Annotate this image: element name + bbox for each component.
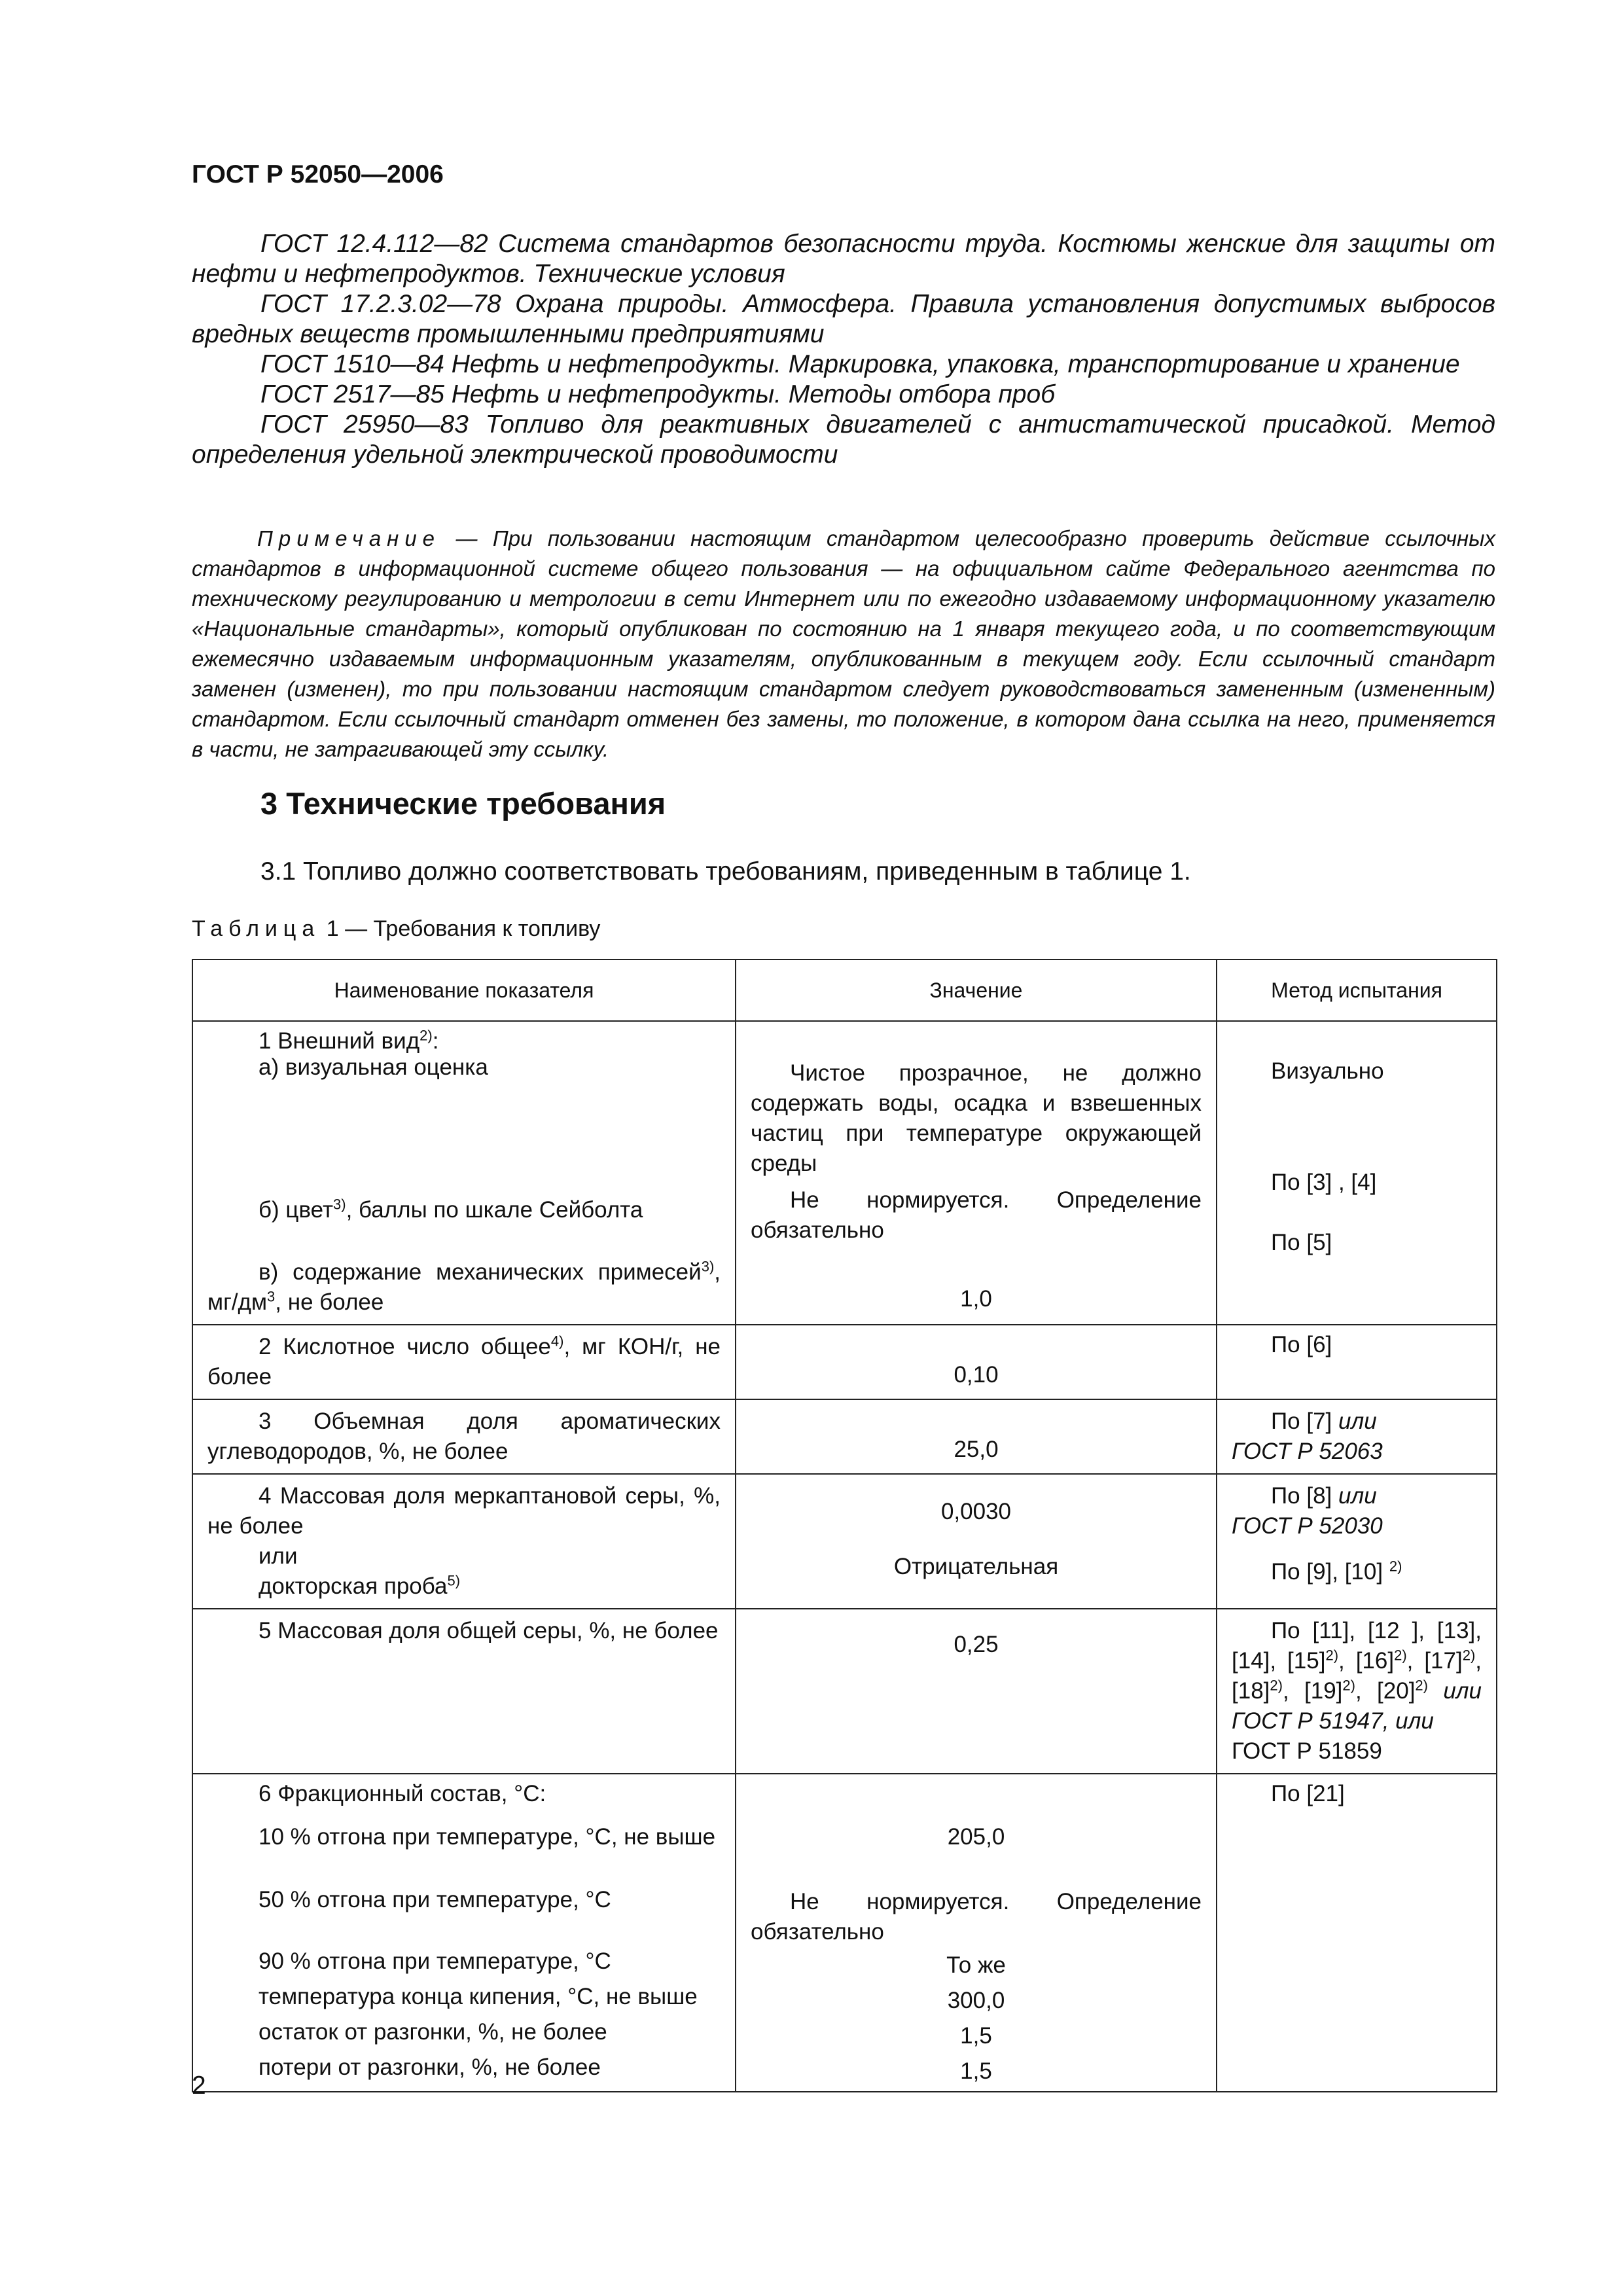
table-caption — [192, 916, 600, 942]
method-cell: По [11], [12 ], [13], [14], $[15]^{2)}$, $[16]^{2)}$, $[17]^{2)}$, $[18]^{2)}$, $[19]^{2)}$, $[20]^{2)}$ или ГОСТ Р 51947, или ГОСТ Р 51859 — [1217, 1609, 1497, 1774]
reference-item: ГОСТ 17.2.3.02—78 Охрана природы. Атмосфера. Правила установления допустимых выбросов вредных веществ промышленными предприятиями — [192, 290, 1495, 348]
reference-item: ГОСТ 25950—83 Топливо для реактивных двигателей с антистатической присадкой. Метод определения удельной электрической проводимости — [192, 410, 1495, 469]
method-cell: Визуально По [3] , [4] По [5] — [1217, 1021, 1497, 1325]
document-header: ГОСТ Р 52050—2006 — [192, 160, 444, 188]
parameter-cell: 5 Массовая доля общей серы, %, не более — [192, 1609, 736, 1774]
table-row — [192, 1399, 1497, 1474]
requirements-table — [192, 959, 1497, 2092]
column-header: Метод испытания — [1217, 960, 1497, 1021]
note-label: Примечание — [257, 526, 441, 550]
parameter-cell: 6 Фракционный состав, °С: 10 % отгона при температуре, °С, не выше 50 % отгона при температуре, °С 90 % отгона при температуре, °С температура конца кипения, °С, не выше остаток от разгонки, %, не более потери от разгонки, %, не более — [192, 1774, 736, 2092]
reference-item: ГОСТ 2517—85 Нефть и нефтепродукты. Методы отбора проб — [260, 380, 1056, 408]
value-cell: 0,25 — [736, 1609, 1217, 1774]
table-row — [192, 1609, 1497, 1774]
method-cell: По [6] — [1217, 1325, 1497, 1399]
method-cell: По [21] — [1217, 1774, 1497, 2092]
method-cell: По [8] или ГОСТ Р 52030 По [9], [10] $^{2)}$ — [1217, 1474, 1497, 1609]
section-title: 3 Технические требования — [260, 786, 666, 821]
table-row — [192, 1021, 1497, 1325]
value-cell: 205,0 Не нормируется. Определение обязательно То же 300,0 1,5 1,5 — [736, 1774, 1217, 2092]
parameter-cell: 2 Кислотное число общее$^{4)}$, мг КОН/г, не более — [192, 1325, 736, 1399]
normative-references — [192, 229, 1495, 470]
table-caption-label: Таблица — [192, 916, 321, 941]
note-text: — При пользовании настоящим стандартом целесообразно проверить действие ссылочных стандартов в информационной системе общего пользования — на официальном сайте Федерального агентства по техническому регулированию и метрологии в сети Интернет или по ежегодно издаваемому информационному указателю «Национальные стандарты», который опубликован по состоянию на 1 января текущего года, и по соответствующим ежемесячно издаваемым информационным указателям, опубликованным в текущем году. Если ссылочный стандарт заменен (изменен), то при пользовании настоящим стандартом следует руководствоваться замененным (измененным) стандартом. Если ссылочный стандарт отменен без замены, то положение, в котором дана ссылка на него, применяется в части, не затрагивающей эту ссылку. — [192, 526, 1495, 761]
parameter-cell: 4 Массовая доля меркаптановой серы, %, не более или докторская проба$^{5)}$ — [192, 1474, 736, 1609]
value-cell: 25,0 — [736, 1399, 1217, 1474]
table-caption-text: 1 — Требования к топливу — [320, 916, 601, 941]
column-header: Значение — [736, 960, 1217, 1021]
method-cell: По [7] или ГОСТ Р 52063 — [1217, 1399, 1497, 1474]
table-header-row — [192, 960, 1497, 1021]
parameter-cell: 1 Внешний вид$^{2)}$: а) визуальная оценка б) цвет$^{3)}$, баллы по шкале Сейболта в) содержание механических примесей$^{3)}$, $мг/дм^3$, не более — [192, 1021, 736, 1325]
table-row — [192, 1474, 1497, 1609]
value-cell: 0,10 — [736, 1325, 1217, 1399]
parameter-cell: 3 Объемная доля ароматических углеводородов, %, не более — [192, 1399, 736, 1474]
section-paragraph: 3.1 Топливо должно соответствовать требованиям, приведенным в таблице 1. — [260, 857, 1191, 886]
value-cell: Чистое прозрачное, не должно содержать воды, осадка и взвешенных частиц при температуре окружающей среды Не нормируется. Определение обязательно 1,0 — [736, 1021, 1217, 1325]
column-header: Наименование показателя — [192, 960, 736, 1021]
reference-item: ГОСТ 12.4.112—82 Система стандартов безопасности труда. Костюмы женские для защиты от нефти и нефтепродуктов. Технические условия — [192, 230, 1495, 288]
reference-item: ГОСТ 1510—84 Нефть и нефтепродукты. Маркировка, упаковка, транспортирование и хранение — [260, 350, 1460, 378]
table-row — [192, 1325, 1497, 1399]
note-block — [192, 524, 1495, 764]
page-number: 2 — [192, 2072, 206, 2100]
value-cell: 0,0030 Отрицательная — [736, 1474, 1217, 1609]
table-row — [192, 1774, 1497, 2092]
